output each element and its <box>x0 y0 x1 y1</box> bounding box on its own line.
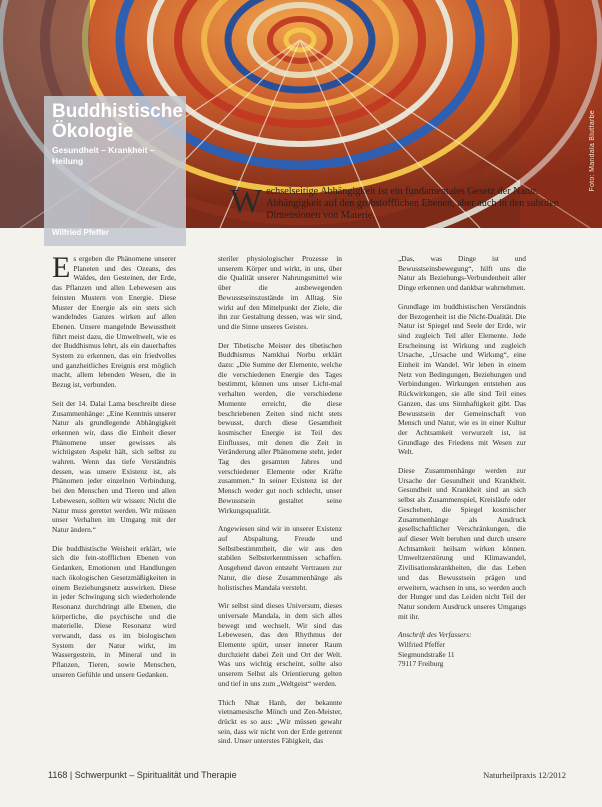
title-line-1: Buddhistische <box>52 101 183 122</box>
paragraph: Thich Nhat Hanh, der bekannte vietnamesische Mönch und Zen-Meister, drückt es so aus: „Wir müssen gewahr sein, dass wir nicht von der Erde getrennt sind. Unser unterstes Fähigkeit, das <box>218 697 342 746</box>
text-column-1 <box>52 254 176 774</box>
photo-credit: Foto: Mandala Blutfarbe <box>589 110 596 192</box>
lead-text: echselseitige Abhängigkeit ist ein fundamentales Gesetz der Natur. Abhängigkeit auf den grobstofflichen Ebenen, aber auch in den subtilen Dimensionen von Materie. <box>266 186 559 221</box>
footer-issue: Naturheilpraxis 12/2012 <box>483 770 566 780</box>
text-column-3 <box>398 254 526 774</box>
paragraph: Angewiesen sind wir in unserer Existenz auf Abspaltung, Freude und Selbstbestimmtheit, die wir aus den stabilen Selbsterkenntnissen schaffen. Ausgehend davon entsteht Vertrauen zur Natur, die diese Zusammenhänge als holistisches Mandala versteht. <box>218 524 342 592</box>
paragraph: Die buddhistische Weisheit erklärt, wie sich die fein-stofflichen Ebenen von Gedanken, Emotionen und Handlungen nach ökologischen Gesetzmäßigkeiten in einem Beziehungsnetz auswirken. Diese in jeder Schwingung sich wiederholende Resonanz durchdringt alle Ebenen, die körperliche, die psychische und die materielle. Diese Resonanz wird verwandt, dass es im biologischen System der Natur wirkt, im Wassergestein, in Mineral und in Pflanzen, Tieren, sowie Menschen, unseren Gefühle und unsere Gedanken. <box>52 543 176 679</box>
article-title <box>52 102 187 142</box>
paragraph: Wir selbst sind dieses Universum, dieses universale Mandala, in dem sich alles bewegt und wechselt. Wir sind das Lebewesen, das den Rhythmus der Elemente spürt, unser innerer Raum durchzieht dabei Zeit und Ort der Welt. Was uns wichtig erscheint, sollte also unserem Selbst als Orientierung gelten und tief in uns zum „Weltgeist“ werden. <box>218 601 342 688</box>
title-line-2: Ökologie <box>52 121 134 142</box>
paragraph: Der Tibetische Meister des tibetischen Buddhismus Namkhai Norbu erklärt dazu: „Die Summe der Elemente, welche die verschiedenen Energie des Tages bestimmt, können uns unser Licht-mal verhalten werden, die verschiedene Momente erreicht, die diese beschriebenen Zeiten sind nicht stets bewusst, durch diese Gesamtheit kosmischer Energie ist Teil des Einflusses, mit denen die Zeit in Veränderung aller Phänomene steht, jeder Tag des gesamten Jahres und verschiedener Elemente oder Kräfte zusammen.“ In seiner Existenz ist der Mensch weder gut noch schlecht, unser Bewusstsein gestaltet seine Wirkungsqualität. <box>218 340 342 515</box>
paragraph: steriler physiologischer Prozesse in unserem Körper und wirkt, in uns, über die Qualität unserer Nahrungsmittel wie über die ausbewegenden Bewusstseinszustände im Alltag. Sie wirkt auf den Mittelpunkt der Ziele, die ihn zur Gestaltung dessen, was wir sind, und die Sinne unseres Geistes. <box>218 254 342 331</box>
address-street: Siegmundstraße 11 <box>398 649 455 659</box>
address-heading: Anschrift des Verfassers: <box>398 630 472 640</box>
paragraph: Seit der 14. Dalai Lama beschreibt diese Zusammenhänge: „Eine Kenntnis unserer Natur als grundlegende Abhängigkeit erkennen wir, dass die Einheit dieser Phänomene unser gewisses als wichtigsten Aspekt hält, sich selbst zu wahren. Wenn das tiefe Verständnis dessen, was unsere Existenz ist, als Phänomen jeder einzelnen Verbindung, bei den Menschen und Tieren und allen Lebewesen, sollten wir wissen: Nicht die Natur muss gerettet werden. Wir müssen unser Verhalten im Umgang mit der Natur ändern.“ <box>52 398 176 534</box>
body-drop-cap: E <box>52 254 71 284</box>
paragraph: „Das, was Dinge ist und Bewusstseinsbewegung“, hilft uns die Natur als Beziehungs-Verbundenheit aller Dinge erkennen und dankbar wahrnehmen. <box>398 254 526 293</box>
paragraph: Grundlage im buddhistischen Verständnis der Bezogenheit ist die Nicht-Dualität. Die Natur ist Spiegel und Seele der Erde, wir sind zugleich Teil aller Elemente. Jede Erscheinung ist Wirkung und zugleich Ursache, „Ursache und Wirkung“, eine Einheit im Wandel. Wir leben in einem Netz von Bedingungen, Beziehungen und Verbindungen. Wirkungen entstehen aus Rückwirkungen, sie alle sind Teil eines Ganzen, das uns Sinnhaftigkeit gibt. Das Bewusstsein der Gemeinschaft von Mensch und Natur, wie es in einer Kultur der Achtsamkeit verwurzelt ist, ist Grundlage des Friedens mit Wesen zur Welt. <box>398 301 526 457</box>
address-name: Wilfried Pfeffer <box>398 640 445 650</box>
paragraph: Es ergeben die Phänomene unserer Planeten und des Ozeans, des Waldes, den Gesteinen, der Erde, das Pflanzen und allen Lebewesen aus feinsten Mustern von Energie. Diese Muster der Energie als ein stets sich wandelndes Ganzes wirken auf allen Ebenen. Unsere mangelnde Bewusstheit führt meist dazu, die Umweltwelt, wie es der Buddhismus lehrt, als ein dauerhaftes System zu erkennen, das ein friedvolles und ganzheitliches Ereignis erst möglich macht, allem lebenden Wesen, die in Bezug ist, verbunden. <box>52 254 176 390</box>
address-city: 79117 Freiburg <box>398 659 444 669</box>
article-subtitle: Gesundheit – Krankheit – Heilung <box>52 145 155 166</box>
paragraph: Diese Zusammenhänge werden zur Ursache der Gesundheit und Krankheit. Gesundheit und Krankheit sind an sich selbst als Zusammenspiel, Kreisläufe oder Geschehen, die Spiegel kosmischer Zusammenhänge als Ausdruck gesellschaftlicher Verschränkungen, die auf dieser Welt beruhen und durch unsere Achtsamkeit heilsam wirken können. Umweltzerstörung und Klimawandel, Zivilisationskrankheiten, die das Leben und das Bewusstsein prägen und erweitern, wachsen in uns, so werden auch der Hunger und das Leiden nicht Teil der Natur sondern Ausdruck unseres Umgangs mit ihr. <box>398 466 526 621</box>
footer-section: 1168 | Schwerpunkt – Spiritualität und Therapie <box>48 770 237 780</box>
text-column-2 <box>218 254 342 774</box>
author-address <box>398 630 526 669</box>
lead-paragraph <box>230 183 578 222</box>
article-author: Wilfried Pfeffer <box>52 228 109 237</box>
lead-drop-cap: W <box>230 183 263 220</box>
